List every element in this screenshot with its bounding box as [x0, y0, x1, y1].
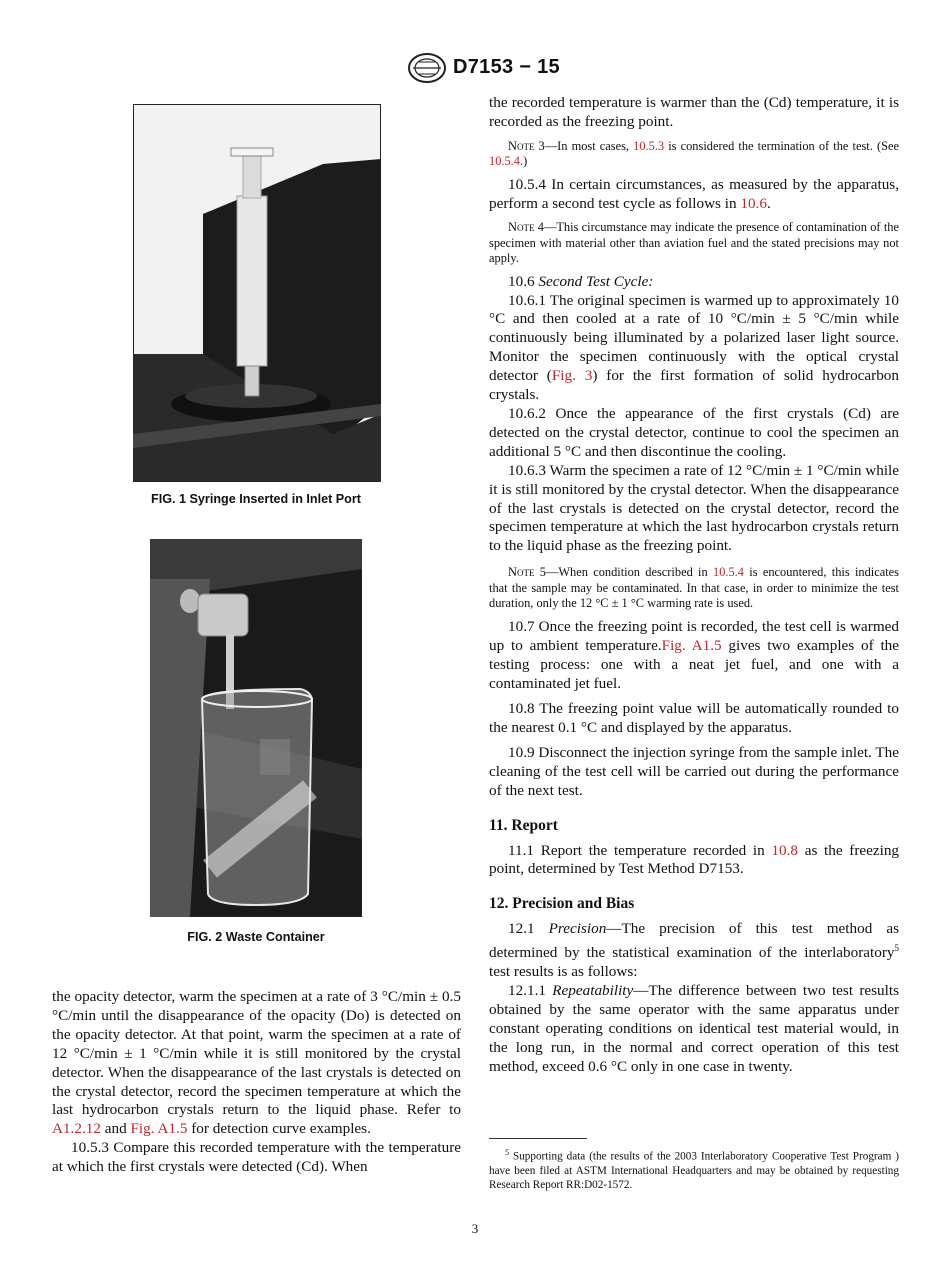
paragraph-10-6-2: 10.6.2 Once the appearance of the first crystals (Cd) are detected on the crystal detector, continue to cool the specimen an additional 5 °C and then discontinue the cooling. [489, 405, 899, 460]
link-10-5-3[interactable]: 10.5.3 [633, 138, 665, 153]
left-column [52, 988, 461, 1177]
paragraph-10-9: 10.9 Disconnect the injection syringe from the sample inlet. The cleaning of the test cell will be carried out during the performance of the next test. [489, 743, 899, 799]
paragraph-12-1: 12.1 Precision—The precision of this test method as determined by the statistical examination of the interlaboratory$^5$ test results is as follows: [489, 920, 899, 981]
link-fig-3[interactable]: Fig. 3 [551, 367, 593, 385]
footnote-5: $^5$ Supporting data (the results of the 2003 Interlaboratory Cooperative Test Program ) have been filed at ASTM International Headquarters and may be obtained by requesting Research Report RR:D02-1572. [489, 1148, 900, 1191]
page-number: 3 [471, 1221, 479, 1236]
link-10-6[interactable]: 10.6 [740, 194, 767, 212]
paragraph-10-7: 10.7 Once the freezing point is recorded, the test cell is warmed up to ambient temperature.Fig. A1.5 gives two examples of the testing process: one with a neat jet fuel, and one with a contaminated jet fuel. [489, 618, 899, 693]
paragraph-10-5-3: 10.5.3 Compare this recorded temperature with the temperature at which the first crystals were detected (Cd). When [52, 1139, 461, 1176]
section-11-heading: 11. Report [489, 816, 558, 834]
link-10-8[interactable]: 10.8 [771, 841, 799, 859]
section-12-heading: 12. Precision and Bias [489, 895, 635, 913]
paragraph-10-6-3: 10.6.3 Warm the specimen a rate of 12 °C/min ± 1 °C/min while it is still monitored by the crystal detector. When the disappearance of the last crystals is detected on the crystal detector, record the specimen temperature at which the last hydrocarbon crystals return to the liquid phase as the freezing point. [489, 461, 900, 555]
page-header [0, 52, 950, 86]
paragraph-10-5-3-continued: the recorded temperature is warmer than the (Cd) temperature, it is recorded as the freezing point. [489, 94, 899, 130]
paragraph-11-1: 11.1 Report the temperature recorded in 10.8 as the freezing point, determined by Test Method D7153. [489, 841, 900, 878]
paragraph-10-6: 10.6 Second Test Cycle: [508, 272, 654, 290]
figure-2-caption: FIG. 2 Waste Container [187, 930, 325, 944]
link-fig-a1-5-b[interactable]: Fig. A1.5 [661, 637, 722, 655]
figure-1-photo [133, 104, 381, 482]
note-4: Note 4—This circumstance may indicate the presence of contamination of the specimen with material other than aviation fuel and the stated precisions may not apply. [489, 220, 899, 266]
right-column [489, 94, 899, 1077]
figure-2-photo [150, 539, 362, 917]
footnote-divider [489, 1138, 587, 1139]
paragraph-12-1-1: 12.1.1 Repeatability—The difference between two test results obtained by the same operator with the same apparatus under constant operating conditions on identical test material would, in the long run, in the normal and correct operation of this test method, exceed 0.6 °C only in one case in twenty. [489, 982, 899, 1075]
astm-logo-icon [407, 52, 447, 84]
document-designation: D7153 − 15 [453, 56, 560, 78]
paragraph-10-6-1: 10.6.1 The original specimen is warmed up to approximately 10 °C and then cooled at a rate of 10 °C/min ± 5 °C/min while continuously being illuminated by a polarized laser light source. Monitor the specimen continuously with the optical crystal detector (Fig. 3) for the first formation of solid hydrocarbon crystals. [489, 291, 899, 404]
paragraph-10-5-4: 10.5.4 In certain circumstances, as measured by the apparatus, perform a second test cycle as follows in 10.6. [489, 175, 899, 212]
link-10-5-4[interactable]: 10.5.4 [489, 154, 520, 169]
paragraph-10-5-2-continued: the opacity detector, warm the specimen at a rate of 3 °C/min ± 0.5 °C/min until the disappearance of the opacity (Do) is detected on the opacity detector. At that point, warm the specimen at a rate of 12 °C/min ± 1 °C/min while it is still monitored by the crystal detector. When the disappearance of the last crystals is detected on the crystal detector, record the specimen temperature at which the last hydrocarbon crystals return to the liquid phase. Refer to A1.2.12 and Fig. A1.5 for detection curve examples. [52, 988, 461, 1138]
figure-1-caption: FIG. 1 Syringe Inserted in Inlet Port [151, 492, 361, 506]
link-a1-2-12[interactable]: A1.2.12 [52, 1120, 101, 1138]
link-10-5-4-note5[interactable]: 10.5.4 [713, 565, 744, 580]
paragraph-10-8: 10.8 The freezing point value will be automatically rounded to the nearest 0.1 °C and displayed by the apparatus. [489, 700, 899, 736]
note-5: Note 5—When condition described in 10.5.4 is encountered, this indicates that the sample may be contaminated. In that case, in order to minimize the test duration, only the 12 °C ± 1 °C warming rate is used. [489, 565, 899, 611]
note-3: Note 3—In most cases, 10.5.3 is considered the termination of the test. (See 10.5.4.) [489, 138, 899, 169]
link-fig-a1-5[interactable]: Fig. A1.5 [130, 1120, 188, 1138]
